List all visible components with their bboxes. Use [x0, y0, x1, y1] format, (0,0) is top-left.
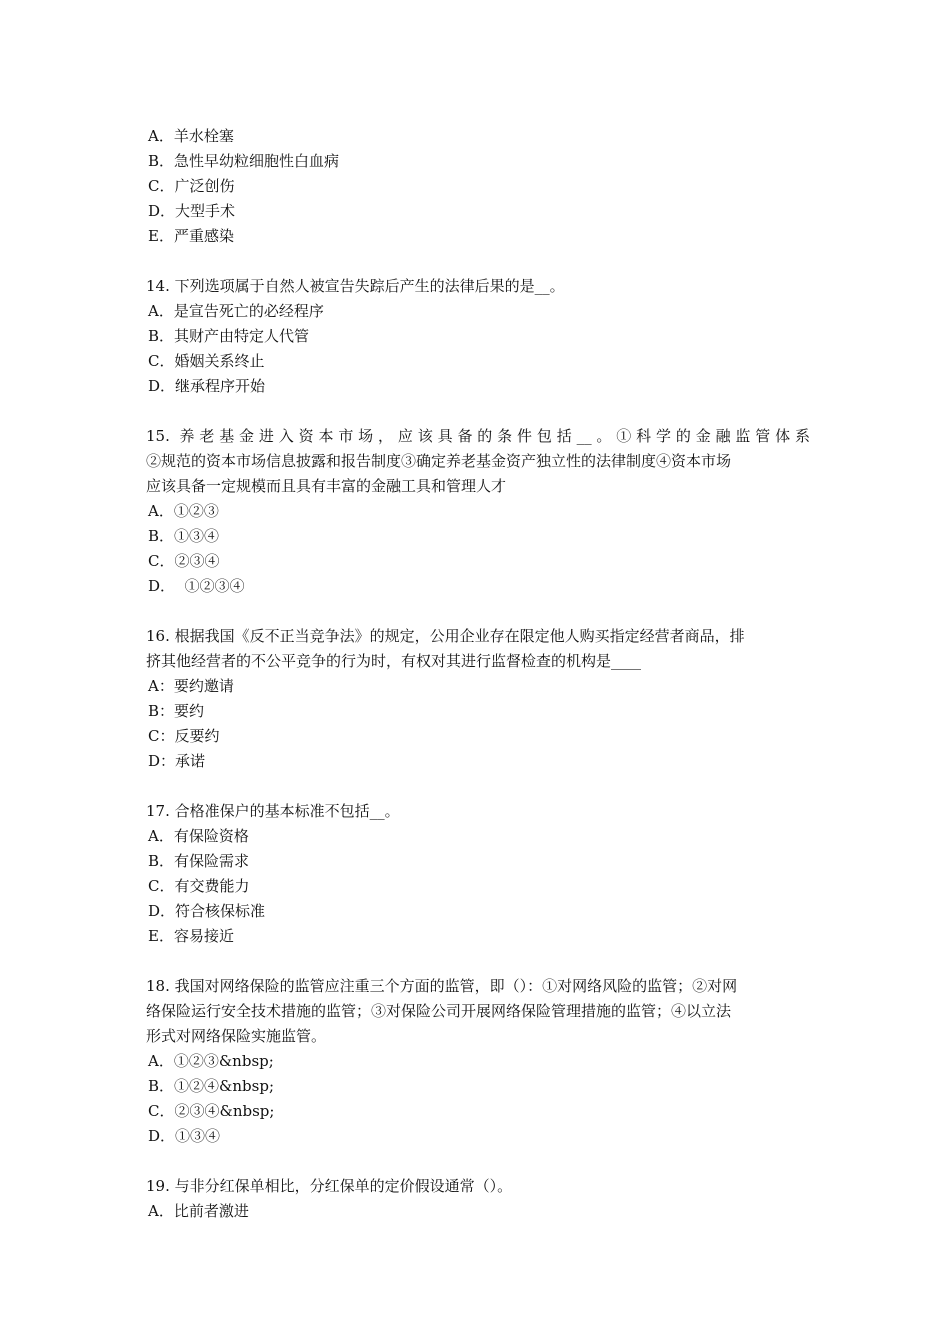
question-block-14 [146, 274, 810, 399]
question-text-line-2: 挤其他经营者的不公平竞争的行为时，有权对其进行监督检查的机构是____ [146, 652, 642, 670]
option-d: D．继承程序开始 [148, 377, 266, 395]
option-d: D．符合核保标准 [148, 902, 266, 920]
option-b: B．急性早幼粒细胞性白血病 [148, 152, 340, 170]
option-b: B．①③④ [148, 527, 220, 545]
option-d: D． ①②③④ [148, 577, 245, 595]
option-c: C．广泛创伤 [148, 177, 235, 195]
question-block-16 [146, 624, 810, 774]
question-text-line-2: 络保险运行安全技术措施的监管；③对保险公司开展网络保险管理措施的监管；④以立法 [146, 1002, 732, 1020]
question-text-line-1: 18. 我国对网络保险的监管应注重三个方面的监管，即（）：①对网络风险的监管；②对网 [146, 977, 738, 995]
option-b: B．有保险需求 [148, 852, 250, 870]
question-text: 14. 下列选项属于自然人被宣告失踪后产生的法律后果的是__。 [146, 277, 565, 295]
option-d: D．大型手术 [148, 202, 236, 220]
option-a: A．是宣告死亡的必经程序 [148, 302, 324, 320]
option-e: E．严重感染 [148, 227, 234, 245]
question-block-13 [146, 124, 810, 249]
spacer [146, 774, 810, 799]
question-text-line-1: 16. 根据我国《反不正当竞争法》的规定，公用企业存在限定他人购买指定经营者商品，排 [146, 627, 745, 645]
spacer [146, 1149, 810, 1174]
question-text-line-1: 15. 养老基金进入资本市场，应该具备的条件包括__。①科学的金融监管体系 [146, 427, 810, 445]
question-block-18 [146, 974, 810, 1149]
option-b: B．①②④&nbsp; [148, 1077, 274, 1095]
option-a: A：要约邀请 [148, 677, 234, 695]
option-c: C．有交费能力 [148, 877, 250, 895]
question-block-15 [146, 424, 810, 599]
option-a: A．①②③&nbsp; [148, 1052, 274, 1070]
option-b: B：要约 [148, 702, 205, 720]
question-text: 19. 与非分红保单相比，分红保单的定价假设通常（）。 [146, 1177, 513, 1195]
option-c: C．②③④ [148, 552, 220, 570]
spacer [146, 599, 810, 624]
option-a: A．羊水栓塞 [148, 127, 234, 145]
question-text: 17. 合格准保户的基本标准不包括__。 [146, 802, 400, 820]
question-text-line-3: 应该具备一定规模而且具有丰富的金融工具和管理人才 [146, 477, 507, 495]
option-d: D．①③④ [148, 1127, 221, 1145]
document-content [146, 124, 810, 1224]
question-block-19 [146, 1174, 810, 1224]
option-d: D：承诺 [148, 752, 206, 770]
option-c: C．②③④&nbsp; [148, 1102, 275, 1120]
question-text-line-2: ②规范的资本市场信息披露和报告制度③确定养老基金资产独立性的法律制度④资本市场 [146, 452, 732, 470]
spacer [146, 949, 810, 974]
question-block-17 [146, 799, 810, 949]
option-b: B．其财产由特定人代管 [148, 327, 310, 345]
spacer [146, 399, 810, 424]
question-text-line-3: 形式对网络保险实施监管。 [146, 1027, 327, 1045]
option-e: E．容易接近 [148, 927, 234, 945]
option-c: C：反要约 [148, 727, 220, 745]
spacer [146, 249, 810, 274]
option-c: C．婚姻关系终止 [148, 352, 265, 370]
option-a: A．有保险资格 [148, 827, 249, 845]
option-a: A．比前者激进 [148, 1202, 249, 1220]
option-a: A．①②③ [148, 502, 219, 520]
